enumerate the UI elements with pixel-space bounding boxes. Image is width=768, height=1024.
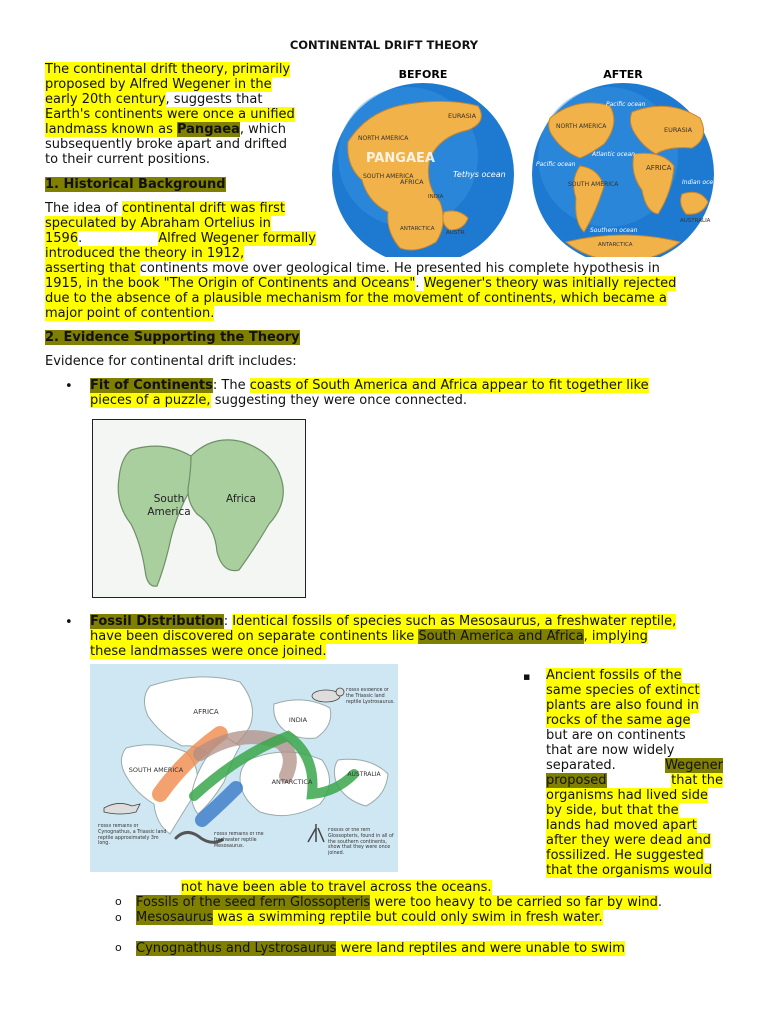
section-heading-evidence: 2. Evidence Supporting the Theory [45, 330, 300, 345]
glossopteris-note: Fossils of the fern Glossopteris, found in all of the southern continents, show that they were once joined. [328, 828, 394, 857]
sub-item-glossopteris: Fossils of the seed fern Glossopteris were too heavy to be carried so far by wind. [136, 895, 662, 910]
before-globe [332, 83, 514, 257]
fossil-distribution-map [90, 664, 398, 872]
svg-text:AUSTRALIA: AUSTRALIA [347, 771, 381, 778]
fit-of-continents-item: Fit of Continents: The coasts of South America and Africa appear to fit together like pieces of a puzzle, suggesting they were once connected. [90, 378, 649, 408]
svg-text:SOUTH AMERICA: SOUTH AMERICA [128, 766, 184, 774]
svg-text:Pacific ocean: Pacific ocean [536, 161, 576, 168]
square-bullet: ▪ [523, 670, 531, 683]
svg-text:NORTH AMERICA: NORTH AMERICA [358, 135, 409, 142]
svg-text:EURASIA: EURASIA [448, 112, 477, 120]
svg-text:AUSTR.: AUSTR. [446, 230, 467, 236]
before-label: BEFORE [398, 68, 448, 81]
after-label: AFTER [603, 68, 643, 81]
fossil-distribution-label: Fossil Distribution [90, 614, 224, 629]
svg-text:NORTH AMERICA: NORTH AMERICA [556, 123, 607, 130]
after-globe [532, 83, 721, 257]
svg-text:SOUTH AMERICA: SOUTH AMERICA [363, 173, 414, 180]
svg-text:INDIA: INDIA [288, 716, 308, 724]
sub-item-cynognathus: Cynognathus and Lystrosaurus were land reptiles and were unable to swim [136, 941, 625, 956]
fit-map-africa-label: Africa [226, 493, 256, 505]
circle-bullet: o [115, 941, 122, 954]
svg-text:Tethys ocean: Tethys ocean [453, 170, 506, 179]
svg-text:SOUTH AMERICA: SOUTH AMERICA [568, 181, 619, 188]
section-heading-historical: 1. Historical Background [45, 177, 226, 192]
evidence-intro: Evidence for continental drift includes: [45, 354, 297, 369]
svg-text:ANTARCTICA: ANTARCTICA [400, 226, 435, 232]
circle-bullet: o [115, 911, 122, 924]
svg-text:Indian ocean: Indian ocean [682, 179, 721, 186]
svg-text:AFRICA: AFRICA [193, 708, 219, 716]
svg-text:AFRICA: AFRICA [400, 178, 424, 186]
historical-paragraph: The idea of continental drift was first speculated by Abraham Ortelius in 1596. Alfred Wegener formally introduced the theory in 1912, [45, 201, 316, 261]
bullet-dot: • [65, 615, 73, 630]
ancient-fossils-last-line: not have been able to travel across the oceans. [181, 880, 492, 895]
cynognathus-icon [104, 803, 140, 814]
intro-paragraph: The continental drift theory, primarily proposed by Alfred Wegener in the early 20th century, suggests that Earth's continents were once a unified landmass known as Pangaea, which subsequently broke apart and drifted to their current positions. [45, 62, 295, 167]
lystrosaurus-note: Fossil evidence of the Triassic land reptile Lystrosaurus. [346, 688, 395, 705]
globes-figure [328, 62, 728, 257]
circle-bullet: o [115, 895, 122, 908]
fit-map-south-america-label: South America [147, 493, 191, 518]
cynognathus-note: Fossil remains of Cynognathus, a Triassic land reptile approximately 3m long. [98, 824, 167, 847]
svg-text:PANGAEA: PANGAEA [366, 151, 435, 166]
svg-text:AFRICA: AFRICA [646, 164, 672, 172]
bullet-dot: • [65, 379, 73, 394]
mesosaurus-note: Fossil remains of the freshwater reptile Mesosaurus. [214, 832, 264, 849]
pangaea-term: Pangaea [176, 122, 240, 137]
svg-text:EURASIA: EURASIA [664, 126, 693, 134]
lystrosaurus-icon [312, 688, 344, 702]
svg-text:Pacific ocean: Pacific ocean [606, 101, 646, 108]
svg-text:ANTARCTICA: ANTARCTICA [598, 242, 633, 248]
svg-text:AUSTRALIA: AUSTRALIA [680, 218, 711, 224]
fit-of-continents-label: Fit of Continents [90, 378, 213, 393]
page-title: CONTINENTAL DRIFT THEORY [289, 38, 479, 52]
sub-item-mesosaurus: Mesosaurus was a swimming reptile but could only swim in fresh water. [136, 910, 603, 925]
svg-text:Southern ocean: Southern ocean [590, 227, 638, 234]
svg-text:INDIA: INDIA [428, 194, 444, 200]
svg-text:ANTARCTICA: ANTARCTICA [271, 778, 313, 786]
ancient-fossils-paragraph: Ancient fossils of the same species of extinct plants are also found in rocks of the same age but are on continents that are now widely separated. Wegener proposed that the organisms had lived side by side, but that the lands had moved apart after they were dead and fossilized. He suggested that the organisms would [546, 668, 723, 878]
glossopteris-icon [308, 824, 324, 842]
svg-text:Atlantic ocean: Atlantic ocean [592, 151, 635, 158]
historical-paragraph-wide: asserting that continents move over geological time. He presented his complete hypothesis in 1915, in the book "The Origin of Continents and Oceans". Wegener's theory was initially rejected due to the absence of a plausible mechanism for the movement of continents, which became a major point of contention. [45, 261, 677, 321]
fossil-distribution-item: Fossil Distribution: Identical fossils of species such as Mesosaurus, a freshwater reptile, have been discovered on separate continents like South America and Africa, implying these landmasses were once joined. [90, 614, 677, 659]
continent-fit-map [92, 419, 306, 598]
